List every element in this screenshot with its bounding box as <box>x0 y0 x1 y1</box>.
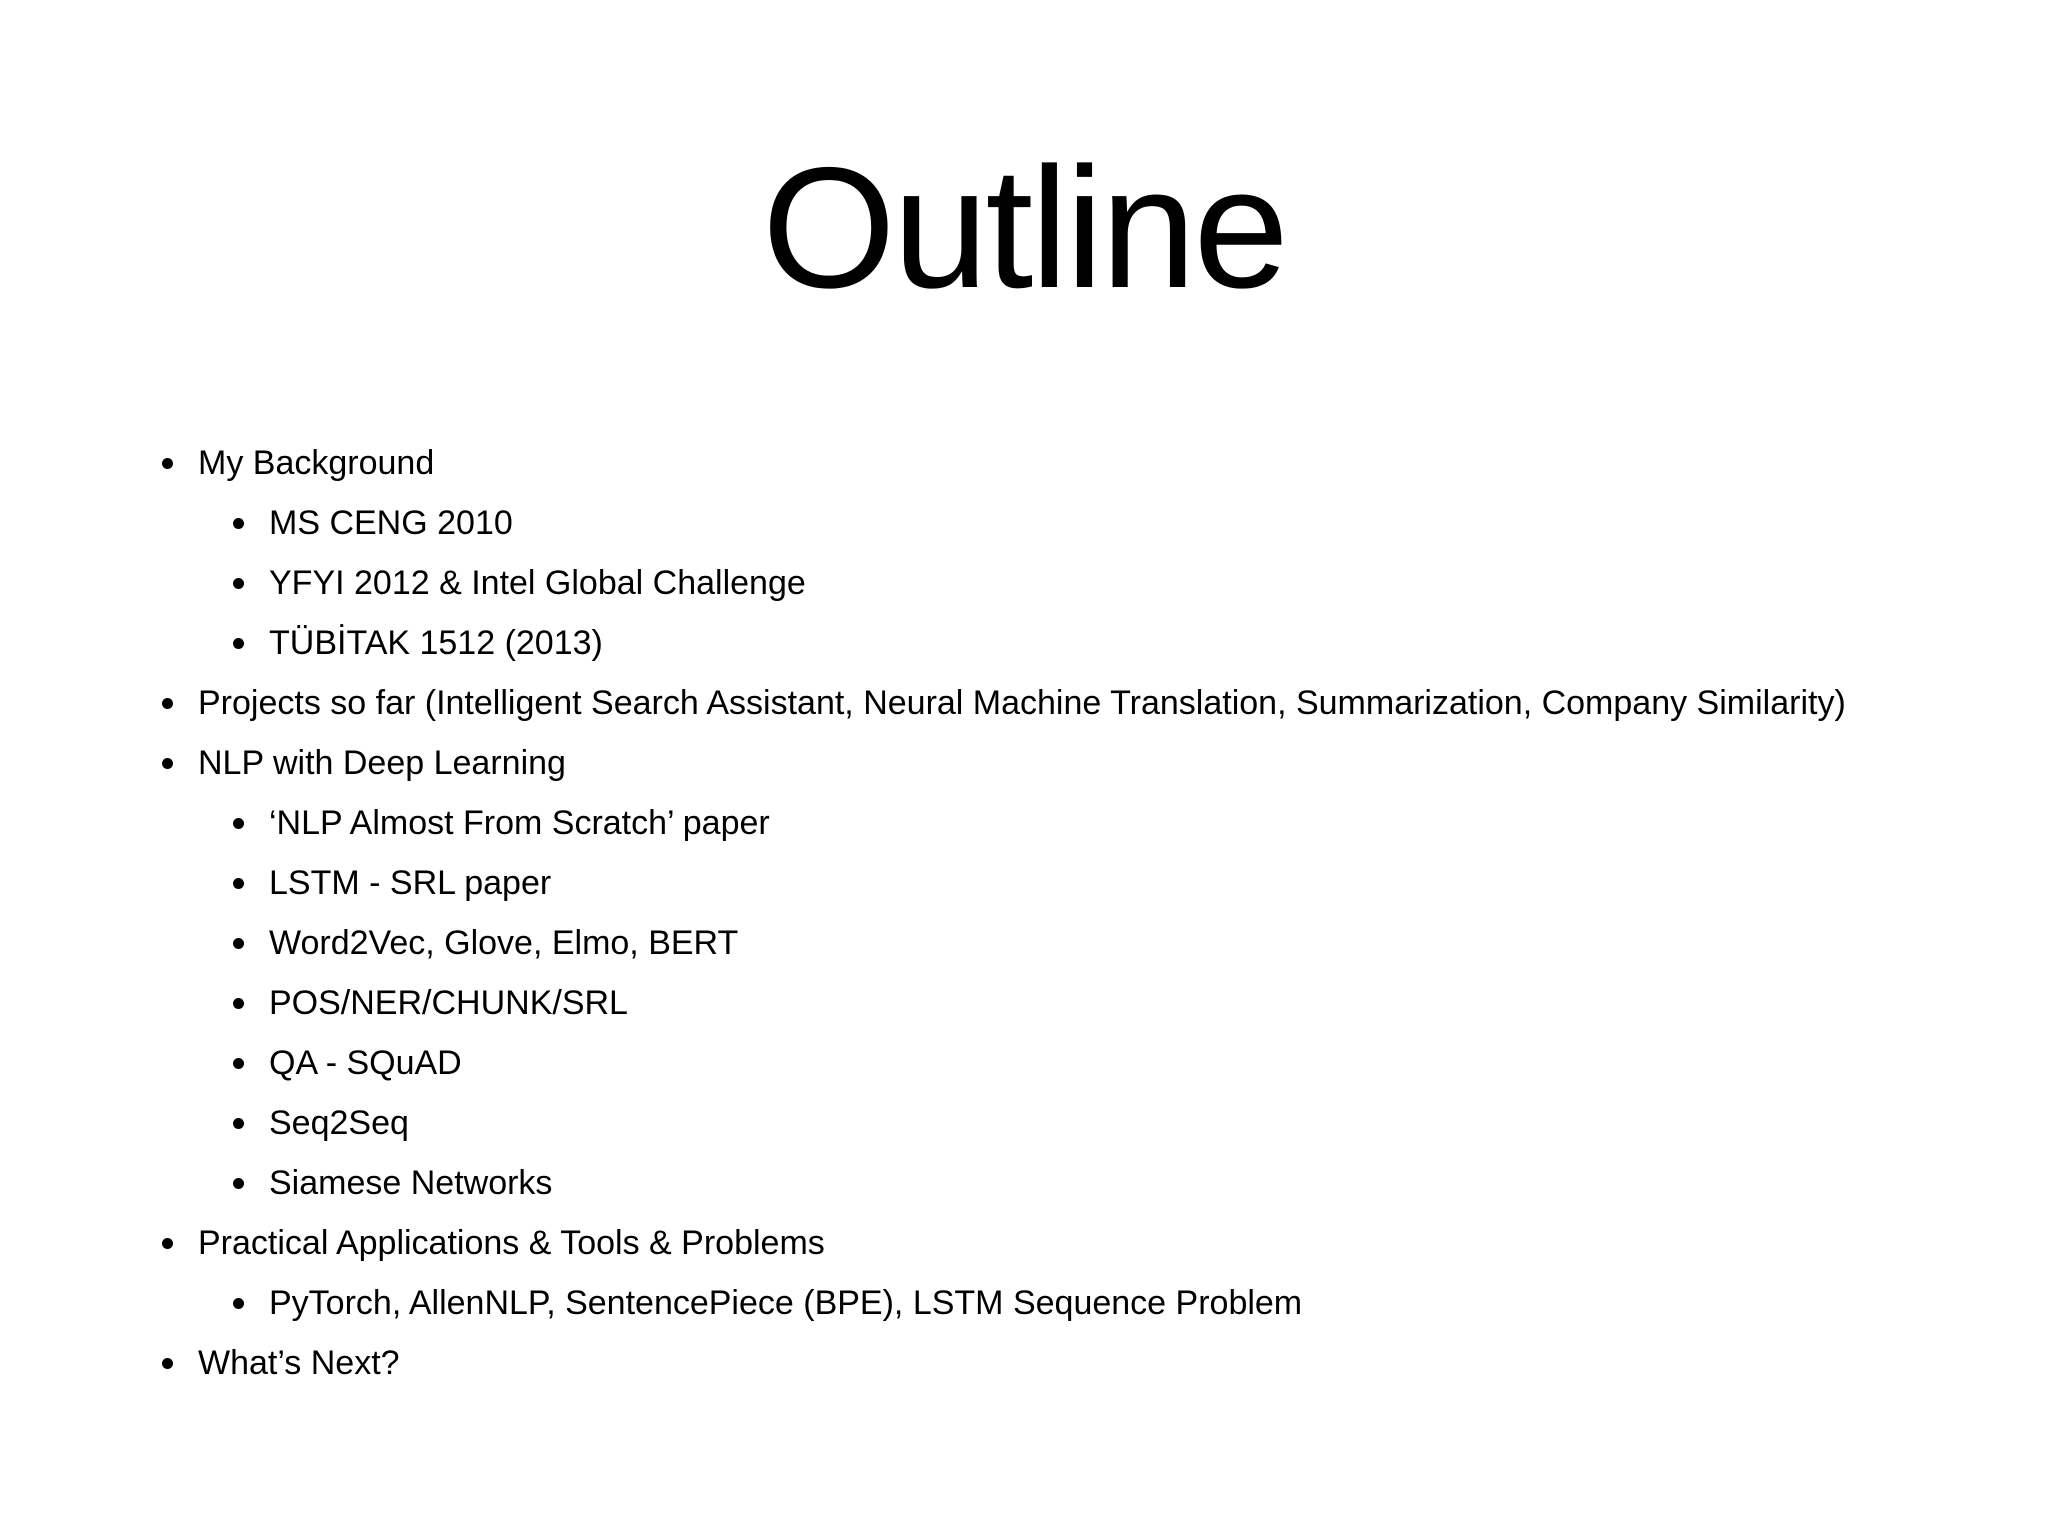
bullet-icon <box>162 758 173 769</box>
bullet-icon <box>233 1058 244 1069</box>
bullet-icon <box>162 1358 173 1369</box>
bullet-icon <box>233 1298 244 1309</box>
bullet-icon <box>233 1118 244 1129</box>
outline-subitem-text: Seq2Seq <box>269 1104 409 1142</box>
bullet-icon <box>233 998 244 1009</box>
outline-subitem-text: ‘NLP Almost From Scratch’ paper <box>269 804 770 842</box>
outline-subitem-text: Siamese Networks <box>269 1164 553 1202</box>
outline-item-text: NLP with Deep Learning <box>198 744 566 782</box>
outline-item-text: Projects so far (Intelligent Search Assistant, Neural Machine Translation, Summarization, Company Similarity) <box>198 684 1846 722</box>
outline-subitem-text: Word2Vec, Glove, Elmo, BERT <box>269 924 739 962</box>
outline-item-text: My Background <box>198 444 435 482</box>
outline-item-text: Practical Applications & Tools & Problems <box>198 1224 825 1262</box>
bullet-icon <box>162 698 173 709</box>
bullet-icon <box>233 638 244 649</box>
outline-subitem-text: QA - SQuAD <box>269 1044 462 1082</box>
bullet-icon <box>233 818 244 829</box>
bullet-icon <box>162 1238 173 1249</box>
bullet-icon <box>162 458 173 469</box>
outline-item-text: What’s Next? <box>198 1344 400 1382</box>
outline-subitem-text: TÜBİTAK 1512 (2013) <box>269 624 603 662</box>
outline-subitem-text: MS CENG 2010 <box>269 504 513 542</box>
outline-subitem-text: POS/NER/CHUNK/SRL <box>269 984 628 1022</box>
bullet-icon <box>233 878 244 889</box>
bullet-icon <box>233 578 244 589</box>
bullet-icon <box>233 1178 244 1189</box>
bullet-icon <box>233 938 244 949</box>
outline-subitem-text: YFYI 2012 & Intel Global Challenge <box>269 564 806 602</box>
slide-title: Outline <box>762 132 1286 324</box>
outline-subitem-text: LSTM - SRL paper <box>269 864 552 902</box>
bullet-icon <box>233 518 244 529</box>
outline-subitem-text: PyTorch, AllenNLP, SentencePiece (BPE), LSTM Sequence Problem <box>269 1284 1303 1322</box>
